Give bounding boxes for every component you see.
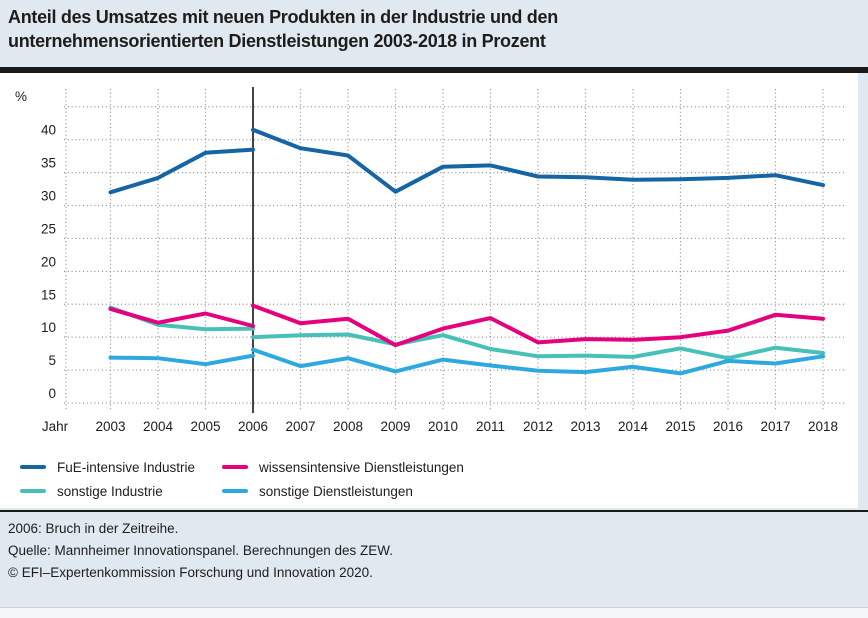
y-tick-label: 30 xyxy=(40,188,56,204)
x-axis-title: Jahr xyxy=(41,419,69,434)
series-line-sonstige-dienstleistungen-pre-break xyxy=(111,356,254,365)
x-tick-label: 2010 xyxy=(427,419,459,434)
legend-swatch-dark-blue xyxy=(20,465,46,470)
legend-label: wissensintensive Dienstleistungen xyxy=(259,459,464,475)
y-tick-label: 5 xyxy=(48,353,56,369)
bottom-strip xyxy=(0,608,868,618)
legend-swatch-teal xyxy=(20,489,46,494)
legend-label: sonstige Dienstleistungen xyxy=(259,483,413,499)
footer-divider-rule xyxy=(0,510,868,512)
x-tick-label: 2007 xyxy=(285,419,316,434)
y-tick-label: 40 xyxy=(40,122,56,138)
series-line-fue-intensive-industrie-pre-break xyxy=(111,150,254,193)
line-chart xyxy=(0,73,868,451)
x-tick-label: 2011 xyxy=(475,419,506,434)
legend-item-sonstige-industrie xyxy=(20,481,163,501)
x-tick-label: 2008 xyxy=(332,419,364,434)
series-line-sonstige-industrie-post-break xyxy=(253,335,823,359)
x-tick-label: 2012 xyxy=(522,419,554,434)
legend-label: sonstige Industrie xyxy=(57,483,163,499)
chart-title-line2: unternehmensorientierten Dienstleistungen 2003-2018 in Prozent xyxy=(8,31,546,51)
x-tick-label: 2017 xyxy=(760,419,791,434)
x-tick-label: 2006 xyxy=(237,419,269,434)
legend-swatch-magenta xyxy=(222,465,248,470)
legend-swatch-light-blue xyxy=(222,489,248,494)
y-tick-label: 25 xyxy=(40,221,56,237)
legend-item-sonstige-dienstleistungen xyxy=(222,481,413,501)
y-tick-label: 10 xyxy=(40,320,56,336)
x-tick-label: 2004 xyxy=(142,419,174,434)
footnote-copyright: © EFI–Expertenkommission Forschung und Innovation 2020. xyxy=(8,565,373,580)
footnote-break: 2006: Bruch in der Zeitreihe. xyxy=(8,521,179,536)
x-tick-label: 2003 xyxy=(95,419,126,434)
y-tick-label: 35 xyxy=(40,155,56,171)
y-axis-unit-label: % xyxy=(15,89,28,104)
x-tick-label: 2016 xyxy=(712,419,744,434)
footnote-source: Quelle: Mannheimer Innovationspanel. Berechnungen des ZEW. xyxy=(8,543,393,558)
series-line-wissensintensive-dienstleistungen-pre-break xyxy=(111,309,254,326)
x-tick-label: 2009 xyxy=(380,419,411,434)
chart-title-line1: Anteil des Umsatzes mit neuen Produkten in der Industrie und den xyxy=(8,7,558,27)
legend-item-fue-intensive-industrie xyxy=(20,457,195,477)
x-tick-label: 2005 xyxy=(190,419,221,434)
y-tick-label: 20 xyxy=(40,254,56,270)
legend-label: FuE-intensive Industrie xyxy=(57,459,196,475)
chart-title xyxy=(8,5,828,53)
y-tick-label: 15 xyxy=(40,287,56,303)
x-tick-label: 2014 xyxy=(617,419,649,434)
x-tick-label: 2018 xyxy=(807,419,839,434)
x-tick-label: 2015 xyxy=(665,419,696,434)
y-tick-label: 0 xyxy=(48,386,56,401)
legend-item-wissensintensive-dienstleistungen xyxy=(222,457,464,477)
x-tick-label: 2013 xyxy=(570,419,601,434)
